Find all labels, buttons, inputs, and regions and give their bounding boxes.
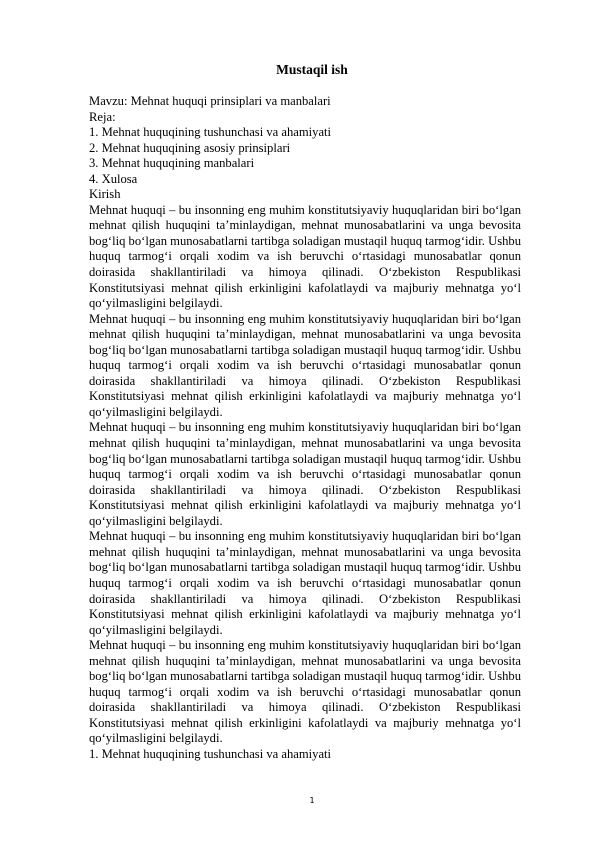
document-title: Mustaqil ish: [276, 62, 348, 77]
document-body: [89, 94, 521, 763]
body-paragraph: Mehnat huquqi – bu insonning eng muhim konstitutsiyaviy huquqlaridan biri bo‘lgan mehnat qilish huquqini ta’minlaydigan, mehnat munosabatlarini va unga bevosita bog‘liq bo‘lgan munosabatlarni tartibga soladigan mustaqil huquq tarmog‘idir. Ushbu huquq tarmog‘i orqali xodim va ish beruvchi o‘rtasidagi munosabatlar qonun doirasida shakllantiriladi va himoya qilinadi. O‘zbekiston Respublikasi Konstitutsiyasi mehnat qilish erkinligini kafolatlaydi va majburiy mehnatga yo‘l qo‘yilmasligini belgilaydi.: [89, 311, 521, 419]
plan-item: 2. Mehnat huquqining asosiy prinsiplari: [89, 140, 291, 155]
body-paragraph: Mehnat huquqi – bu insonning eng muhim konstitutsiyaviy huquqlaridan biri bo‘lgan mehnat qilish huquqini ta’minlaydigan, mehnat munosabatlarini va unga bevosita bog‘liq bo‘lgan munosabatlarni tartibga soladigan mustaqil huquq tarmog‘idir. Ushbu huquq tarmog‘i orqali xodim va ish beruvchi o‘rtasidagi munosabatlar qonun doirasida shakllantiriladi va himoya qilinadi. O‘zbekiston Respublikasi Konstitutsiyasi mehnat qilish erkinligini kafolatlaydi va majburiy mehnatga yo‘l qo‘yilmasligini belgilaydi.: [89, 420, 521, 528]
plan-item: 1. Mehnat huquqining tushunchasi va ahamiyati: [89, 125, 332, 140]
section-heading: 1. Mehnat huquqining tushunchasi va ahamiyati: [89, 746, 332, 761]
topic-line: Mavzu: Mehnat huquqi prinsiplari va manbalari: [89, 94, 331, 108]
plan-heading: Reja:: [89, 109, 116, 124]
page-number: 1: [309, 796, 315, 805]
intro-heading: Kirish: [89, 187, 121, 202]
plan-item: 3. Mehnat huquqining manbalari: [89, 156, 255, 171]
body-paragraph: Mehnat huquqi – bu insonning eng muhim konstitutsiyaviy huquqlaridan biri bo‘lgan mehnat qilish huquqini ta’minlaydigan, mehnat munosabatlarini va unga bevosita bog‘liq bo‘lgan munosabatlarni tartibga soladigan mustaqil huquq tarmog‘idir. Ushbu huquq tarmog‘i orqali xodim va ish beruvchi o‘rtasidagi munosabatlar qonun doirasida shakllantiriladi va himoya qilinadi. O‘zbekiston Respublikasi Konstitutsiyasi mehnat qilish erkinligini kafolatlaydi va majburiy mehnatga yo‘l qo‘yilmasligini belgilaydi.: [89, 202, 521, 311]
body-paragraph: Mehnat huquqi – bu insonning eng muhim konstitutsiyaviy huquqlaridan biri bo‘lgan mehnat qilish huquqini ta’minlaydigan, mehnat munosabatlarini va unga bevosita bog‘liq bo‘lgan munosabatlarni tartibga soladigan mustaqil huquq tarmog‘idir. Ushbu huquq tarmog‘i orqali xodim va ish beruvchi o‘rtasidagi munosabatlar qonun doirasida shakllantiriladi va himoya qilinadi. O‘zbekiston Respublikasi Konstitutsiyasi mehnat qilish erkinligini kafolatlaydi va majburiy mehnatga yo‘l qo‘yilmasligini belgilaydi.: [89, 529, 521, 637]
body-paragraph: Mehnat huquqi – bu insonning eng muhim konstitutsiyaviy huquqlaridan biri bo‘lgan mehnat qilish huquqini ta’minlaydigan, mehnat munosabatlarini va unga bevosita bog‘liq bo‘lgan munosabatlarni tartibga soladigan mustaqil huquq tarmog‘idir. Ushbu huquq tarmog‘i orqali xodim va ish beruvchi o‘rtasidagi munosabatlar qonun doirasida shakllantiriladi va himoya qilinadi. O‘zbekiston Respublikasi Konstitutsiyasi mehnat qilish erkinligini kafolatlaydi va majburiy mehnatga yo‘l qo‘yilmasligini belgilaydi.: [89, 638, 521, 746]
plan-item: 4. Xulosa: [89, 171, 138, 186]
